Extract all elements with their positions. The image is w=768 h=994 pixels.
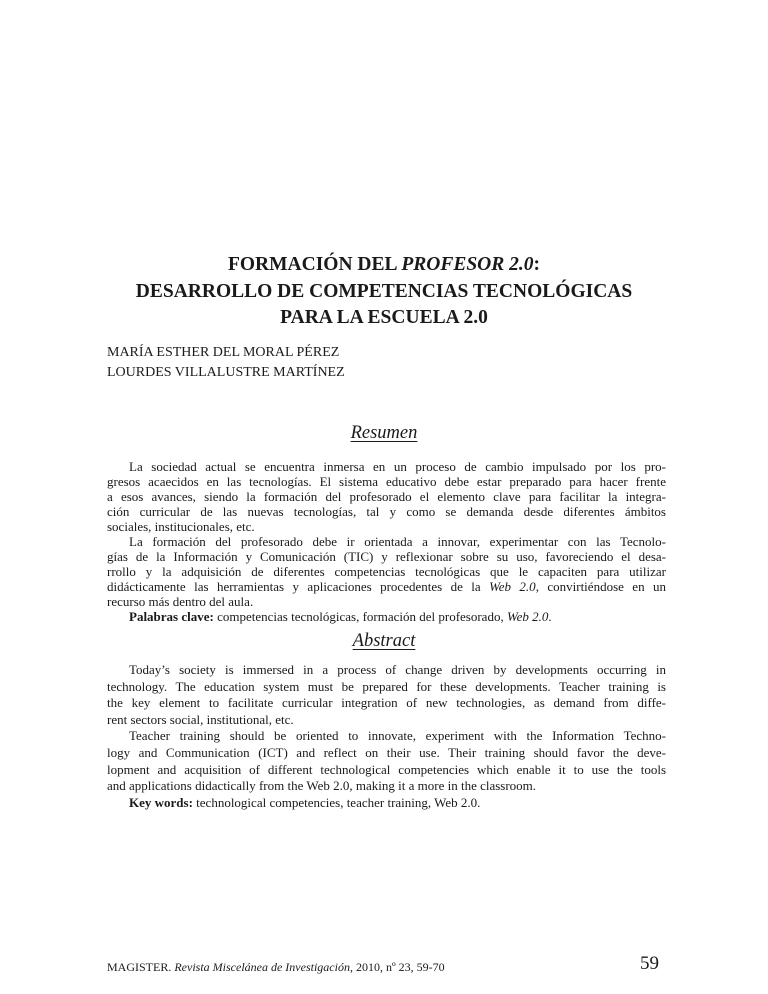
- keywords-text: technological competencies, teacher training, Web 2.0.: [192, 794, 481, 810]
- paper-title: [0, 252, 768, 332]
- title-colon: :: [533, 254, 541, 275]
- authors: [107, 343, 345, 383]
- title-line-2: DESARROLLO DE COMPETENCIAS TECNOLÓGICAS: [135, 280, 633, 302]
- text-segment: didácticamente las herramientas y aplicaciones procedentes de la: [107, 579, 490, 594]
- keywords-label: Palabras clave:: [129, 609, 214, 624]
- text-line: sociales, institucionales, etc.: [107, 519, 255, 534]
- text-line: the key element to facilitate curricular integration of new technologies, as demand from diffe-: [107, 695, 666, 711]
- text-line: La sociedad actual se encuentra inmersa en un proceso de cambio impulsado por los pro-: [129, 459, 666, 474]
- keywords-line: [107, 795, 666, 812]
- text-line: ción curricular de las nuevas tecnologías, tal y como se demanda desde diferentes ámbitos: [107, 504, 666, 519]
- text-line: lopment and acquisition of different technological competencies which enable it to use the tools: [107, 761, 666, 777]
- text-line: gías de la Información y Comunicación (TIC) y reflexionar sobre su uso, favoreciendo el desa-: [107, 549, 666, 564]
- journal-name: MAGISTER: [107, 960, 169, 974]
- text-segment: , convirtiéndose en un: [535, 579, 667, 594]
- text-line: technology. The education system must be prepared for these developments. Teacher training is: [107, 678, 666, 694]
- text-line: a esos avances, siendo la formación del profesorado el elemento clave para facilitar la integra-: [107, 489, 666, 504]
- text-line: rent sectors social, institutional, etc.: [107, 711, 294, 727]
- journal-subtitle: Revista Miscelánea de Investigación: [174, 960, 350, 974]
- separator: .: [168, 960, 175, 974]
- text-line: and applications didactically from the Web 2.0, making it a more in the classroom.: [107, 778, 537, 794]
- abstract-heading: Abstract: [352, 631, 416, 651]
- text-line: gresos acaecidos en las tecnologías. El sistema educativo debe estar preparado para hacer frente: [107, 474, 666, 489]
- title-text: FORMACIÓN DEL: [227, 254, 402, 275]
- journal-details: , 2010, nº 23, 59-70: [349, 960, 445, 974]
- keywords-italic: Web 2.0: [506, 609, 549, 624]
- author: MARÍA ESTHER DEL MORAL PÉREZ: [107, 345, 340, 360]
- resumen-body: [107, 459, 666, 624]
- page-number: 59: [640, 953, 659, 974]
- text-italic: Web 2.0: [489, 579, 536, 594]
- text-line: logy and Communication (ICT) and reflect on their use. Their training should favor the deve-: [107, 744, 666, 760]
- text-line: La formación del profesorado debe ir orientada a innovar, experimentar con las Tecnolo-: [129, 534, 666, 549]
- text-line: [107, 579, 666, 594]
- title-italic: PROFESOR 2.0: [401, 254, 534, 275]
- keywords-text: competencias tecnológicas, formación del profesorado,: [213, 609, 507, 624]
- text-line: Teacher training should be oriented to innovate, experiment with the Information Techno-: [129, 728, 666, 744]
- resumen-heading: Resumen: [350, 423, 418, 443]
- keywords-label: Key words:: [129, 794, 193, 810]
- text-line: rrollo y la adquisición de diferentes competencias tecnológicas que le capaciten para utilizar: [107, 564, 666, 579]
- author: LOURDES VILLALUSTRE MARTÍNEZ: [107, 365, 345, 380]
- text-line: Today’s society is immersed in a process of change driven by developments occurring in: [129, 662, 666, 677]
- title-line-3: PARA LA ESCUELA 2.0: [280, 307, 488, 328]
- journal-footer: [107, 960, 445, 975]
- keywords-end: .: [548, 609, 552, 624]
- abstract-body: [107, 662, 666, 811]
- keywords-line: [107, 609, 666, 624]
- text-line: recurso más dentro del aula.: [107, 594, 254, 609]
